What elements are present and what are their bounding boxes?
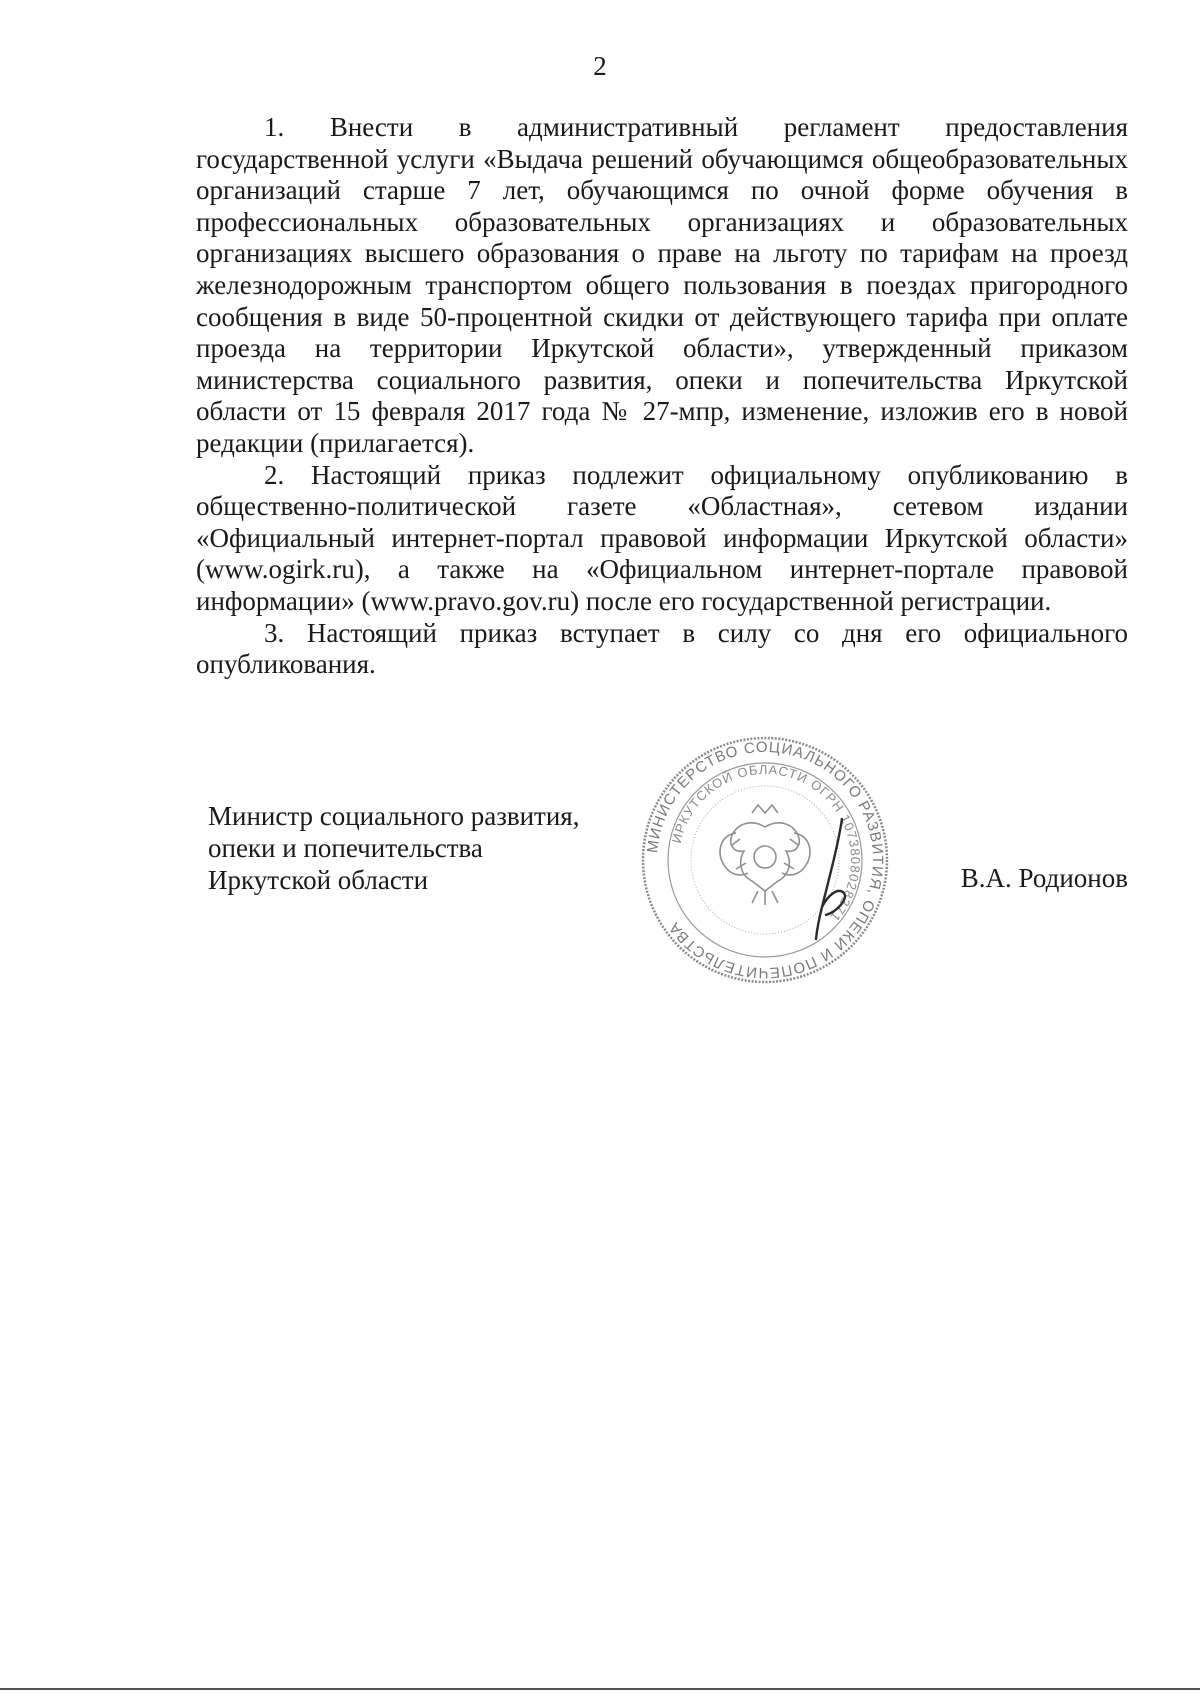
document-body [196,112,1128,681]
seal-outer-text-path: МИНИСТЕРСТВО СОЦИАЛЬНОГО РАЗВИТИЯ, ОПЕКИ И ПОПЕЧИТЕЛЬСТВА [644,738,887,982]
paragraph-2: 2. Настоящий приказ подлежит официальному опубликованию в общественно-политической газете «Областная», сетевом издании «Официальный интернет-портал правовой информации Иркутской области» (www.ogirk.ru), а также на «Официальном интернет-портале правовой информации» (www.pravo.gov.ru) после его государственной регистрации. [196,459,1128,616]
double-headed-eagle-emblem [720,805,810,905]
signatory-title [208,800,579,896]
signatory-title-line-3: Иркутской области [208,865,429,895]
signatory-name: В.А. Родионов [960,863,1128,893]
signatory-title-line-1: Министр социального развития, [208,801,580,831]
bottom-rule [0,1688,1200,1690]
page-number: 2 [593,51,607,81]
seal-inner-text-path: ИРКУТСКОЙ ОБЛАСТИ ОГРН 1073808028271 [668,761,864,925]
paragraph-3: 3. Настоящий приказ вступает в силу со дня его официального опубликования. [196,617,1128,680]
paragraph-1: 1. Внести в административный регламент предоставления государственной услуги «Выдача решений обучающимся общеобразовательных организаций старше 7 лет, обучающимся по очной форме обучения в профессиональных образовательных организациях и образовательных организациях высшего образования о праве на льготу по тарифам на проезд железнодорожным транспортом общего пользования в поездах пригородного сообщения в виде 50-процентной скидки от действующего тарифа при оплате проезда на территории Иркутской области», утвержденный приказом министерства социального развития, опеки и попечительства Иркутской области от 15 февраля 2017 года № 27-мпр, изменение, изложив его в новой редакции (прилагается). [196,112,1128,458]
handwritten-signature [808,815,858,945]
signatory-title-line-2: опеки и попечительства [208,833,483,863]
